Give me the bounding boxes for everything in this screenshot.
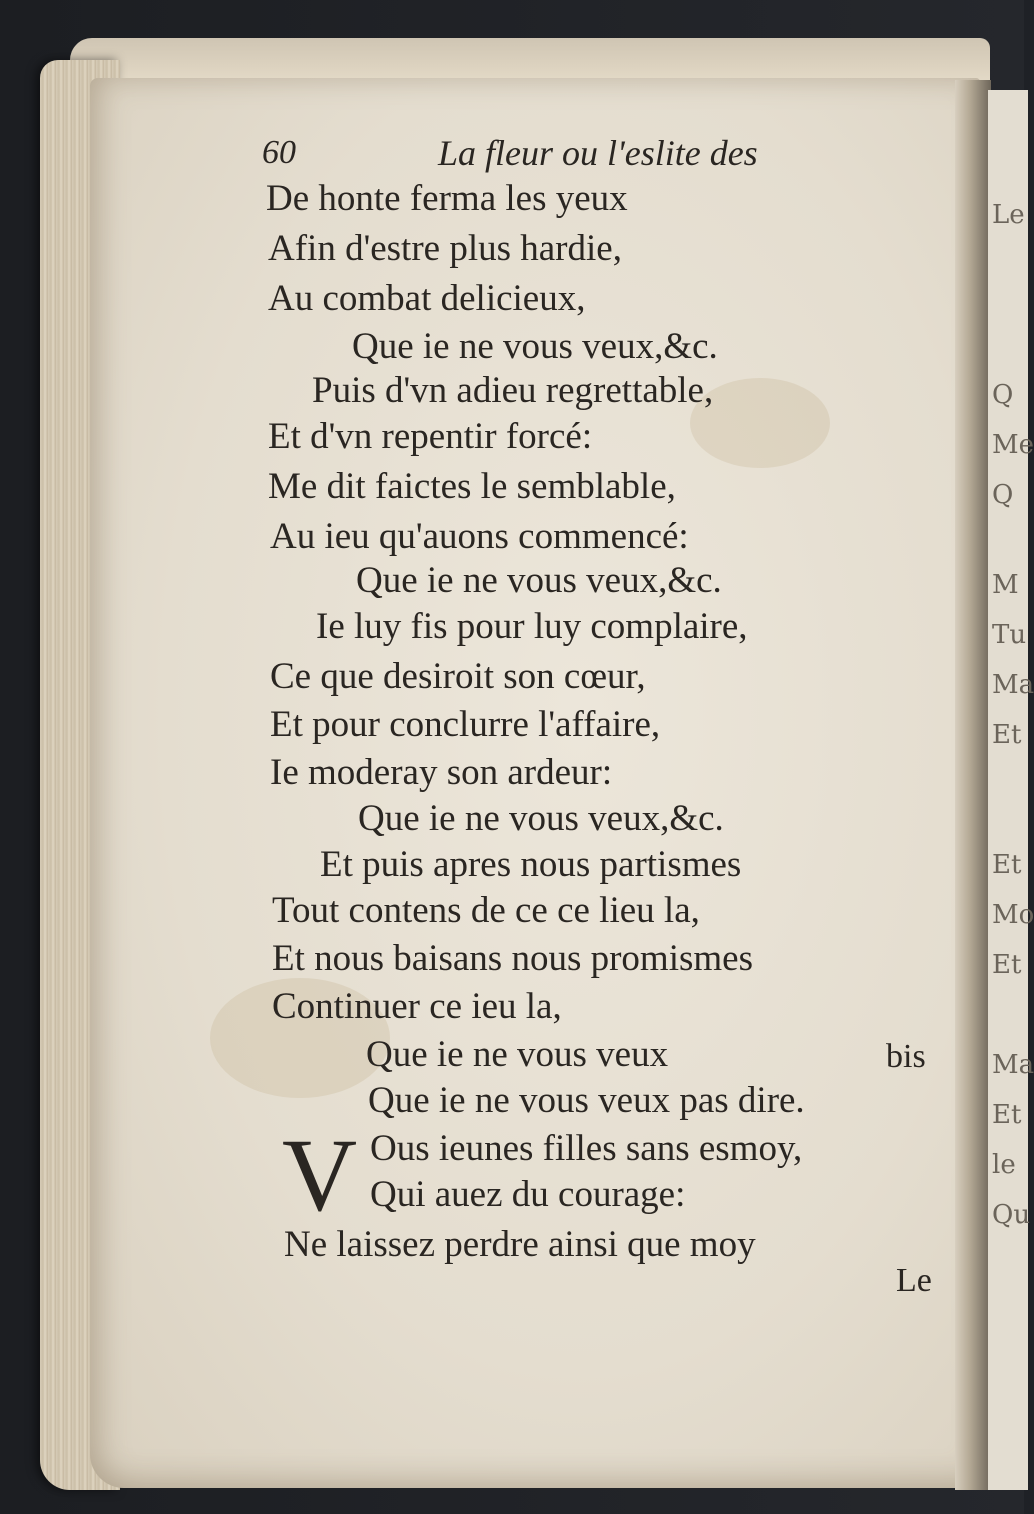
verse-line: De honte ferma les yeux xyxy=(266,178,628,219)
verse-line: Afin d'estre plus hardie, xyxy=(268,228,622,269)
running-title: La fleur ou l'eslite des xyxy=(438,133,758,173)
verse-line: Ous ieunes filles sans esmoy, xyxy=(370,1128,803,1169)
verse-line: Et pour conclurre l'affaire, xyxy=(270,704,661,745)
verse-line: Ce que desiroit son cœur, xyxy=(270,656,646,697)
verse-line: Me dit faictes le semblable, xyxy=(268,466,676,507)
verse-line: Au ieu qu'auons commencé: xyxy=(270,516,689,557)
facing-page-fragment: M xyxy=(992,570,1019,600)
page-number: 60 xyxy=(262,134,296,171)
verse-line: Ie moderay son ardeur: xyxy=(270,752,613,793)
facing-page-fragment: Et xyxy=(992,720,1022,750)
facing-page-fragment: Q xyxy=(992,480,1014,510)
book-gutter xyxy=(955,80,991,1490)
verse-line: Et nous baisans nous promismes xyxy=(272,938,753,979)
catchword: Le xyxy=(896,1262,932,1299)
facing-page-fragment: Mo xyxy=(992,900,1034,930)
facing-page-fragment: Me xyxy=(992,430,1034,460)
verse-line: Qui auez du courage: xyxy=(370,1174,686,1215)
facing-page-fragment: Et xyxy=(992,850,1022,880)
facing-page-edge xyxy=(988,90,1034,1490)
facing-page-fragment: Et xyxy=(992,950,1022,980)
verse-line: Ne laissez perdre ainsi que moy xyxy=(284,1224,756,1265)
refrain-line: Que ie ne vous veux,&c. xyxy=(352,326,718,367)
facing-page-fragment: Tu xyxy=(992,620,1027,650)
verse-line: Et d'vn repentir forcé: xyxy=(268,416,593,457)
verse-line: Continuer ce ieu la, xyxy=(272,986,562,1027)
facing-page-fragment: Q xyxy=(992,380,1014,410)
facing-page-fragment: Et xyxy=(992,1100,1022,1130)
facing-page-fragment: Le xyxy=(992,200,1025,230)
refrain-line: Que ie ne vous veux pas dire. xyxy=(368,1080,805,1121)
verse-line: Tout contens de ce ce lieu la, xyxy=(272,890,700,931)
facing-page-fragment: Ma xyxy=(992,1050,1034,1080)
facing-page-fragment: le xyxy=(992,1150,1016,1180)
facing-page-fragment: Qu xyxy=(992,1200,1031,1230)
facing-page-fragment: Ma xyxy=(992,670,1034,700)
refrain-line: Que ie ne vous veux xyxy=(366,1034,669,1075)
margin-note: bis xyxy=(886,1038,926,1075)
verse-line: Et puis apres nous partismes xyxy=(320,844,742,885)
refrain-line: Que ie ne vous veux,&c. xyxy=(356,560,722,601)
refrain-line: Que ie ne vous veux,&c. xyxy=(358,798,724,839)
verse-line: Ie luy fis pour luy complaire, xyxy=(316,606,748,647)
verse-line: Puis d'vn adieu regrettable, xyxy=(312,370,714,411)
drop-capital: V xyxy=(282,1118,358,1233)
verse-line: Au combat delicieux, xyxy=(268,278,586,319)
